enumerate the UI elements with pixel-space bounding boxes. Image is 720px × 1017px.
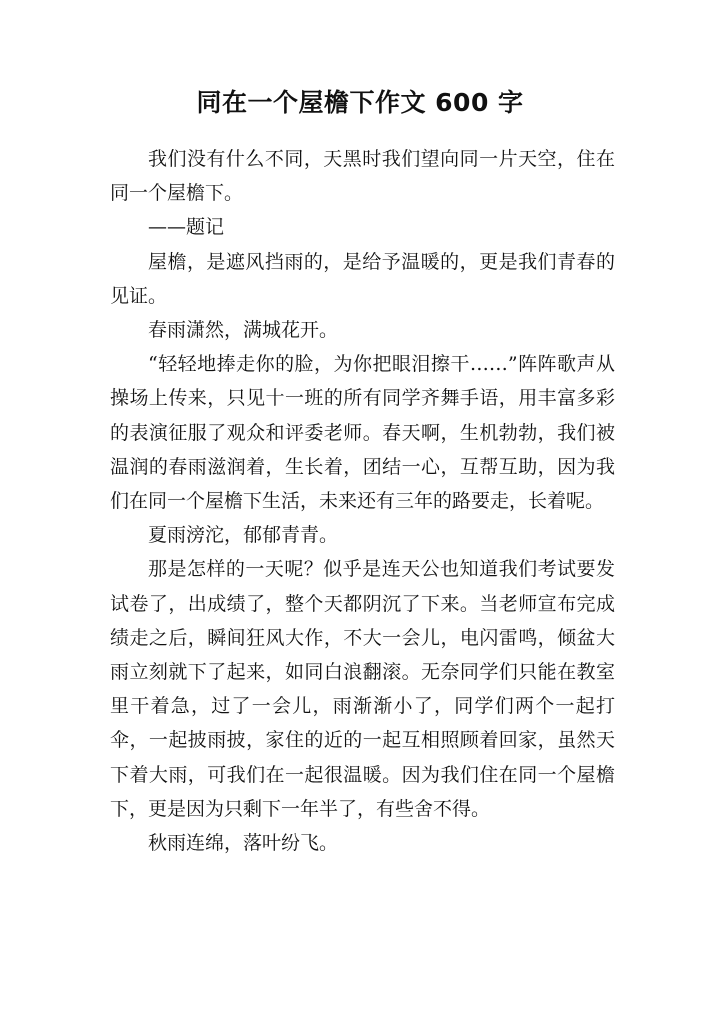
paragraph: ——题记 [148,216,225,239]
paragraph: 秋雨连绵，落叶纷飞。 [148,832,339,855]
paragraph: 那是怎样的一天呢？似乎是连天公也知道我们考试要发试卷了，出成绩了，整个天都阴沉了下来。当老师宣布完成绩走之后，瞬间狂风大作，不大一会儿，电闪雷鸣，倾盆大雨立刻就下了起来，如同白浪翻滚。无奈同学们只能在教室里干着急，过了一会儿，雨渐渐小了，同学们两个一起打伞，一起披雨披，家住的近的一起互相照顾着回家，虽然天下着大雨，可我们在一起很温暖。因为我们住在同一个屋檐下，更是因为只剩下一年半了，有些舍不得。 [110,558,615,820]
paragraph: 春雨潇然，满城花开。 [148,319,339,342]
paragraph: 夏雨滂沱，郁郁青青。 [148,524,339,547]
document-title: 同在一个屋檐下作文 600 字 [196,88,524,117]
document-body [110,142,615,860]
paragraph: “轻轻地捧走你的脸，为你把眼泪擦干……”阵阵歌声从操场上传来，只见十一班的所有同学齐舞手语，用丰富多彩的表演征服了观众和评委老师。春天啊，生机勃勃，我们被温润的春雨滋润着，生长着，团结一心，互帮互助，因为我们在同一个屋檐下生活，未来还有三年的路要走，长着呢。 [110,353,615,513]
paragraph: 我们没有什么不同，天黑时我们望向同一片天空，住在同一个屋檐下。 [110,148,615,205]
paragraph: 屋檐，是遮风挡雨的，是给予温暖的，更是我们青春的见证。 [110,250,615,307]
